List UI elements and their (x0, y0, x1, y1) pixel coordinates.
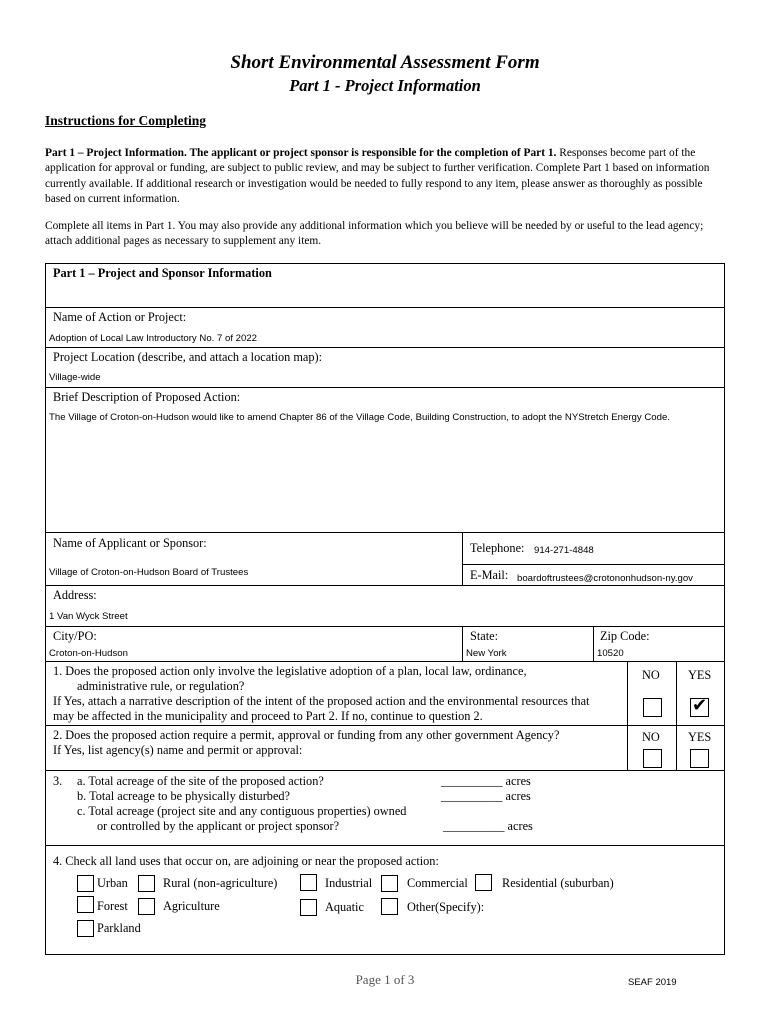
section-title: Part 1 – Project and Sponsor Information (53, 266, 272, 280)
state-field[interactable]: New York (466, 648, 507, 659)
other-checkbox[interactable] (381, 898, 398, 915)
instructions-heading: Instructions for Completing (45, 113, 207, 128)
q3-b-acres-field[interactable]: __________ acres (441, 789, 531, 803)
check-mark-icon: ✔ (692, 695, 708, 716)
city-field[interactable]: Croton-on-Hudson (49, 648, 128, 659)
state-label: State: (470, 629, 499, 643)
address-label: Address: (53, 588, 97, 602)
zip-label: Zip Code: (600, 629, 650, 643)
aquatic-label: Aquatic (325, 900, 364, 914)
description-field[interactable]: The Village of Croton-on-Hudson would like to amend Chapter 86 of the Village Code, Building Construction, to adopt the NYStretch Energy Code. (49, 412, 670, 423)
zip-field[interactable]: 10520 (597, 648, 624, 659)
agriculture-label: Agriculture (163, 899, 220, 913)
q1-text-line4: may be affected in the municipality and proceed to Part 2. If no, continue to question 2. (53, 709, 483, 723)
q2-text-line1: 2. Does the proposed action require a permit, approval or funding from any other government Agency? (53, 728, 560, 742)
urban-checkbox[interactable] (77, 875, 94, 892)
q1-text-line1: 1. Does the proposed action only involve the legislative adoption of a plan, local law, ordinance, (53, 664, 527, 678)
city-label: City/PO: (53, 629, 97, 643)
q1-text-line3: If Yes, attach a narrative description of the intent of the proposed action and the environmental resources that (53, 694, 590, 708)
parkland-label: Parkland (97, 921, 141, 935)
applicant-label: Name of Applicant or Sponsor: (53, 536, 207, 550)
urban-label: Urban (97, 876, 128, 890)
location-field[interactable]: Village-wide (49, 372, 101, 383)
instructions-paragraph-1-bold: Part 1 – Project Information. The applicant or project sponsor is responsible for the completion of Part 1. (45, 147, 557, 159)
telephone-field[interactable]: 914-271-4848 (534, 545, 594, 556)
parkland-checkbox[interactable] (77, 920, 94, 937)
description-label: Brief Description of Proposed Action: (53, 390, 241, 404)
q1-yes-label: YES (688, 668, 712, 682)
q3-a-acres-field[interactable]: __________ acres (441, 774, 531, 788)
form-subtitle: Part 1 - Project Information (289, 76, 481, 95)
q4-text: 4. Check all land uses that occur on, are adjoining or near the proposed action: (53, 854, 439, 868)
q2-yes-label: YES (688, 730, 712, 744)
q3-a-text: a. Total acreage of the site of the proposed action? (77, 774, 324, 788)
q2-text-line2: If Yes, list agency(s) name and permit or approval: (53, 743, 303, 757)
applicant-field[interactable]: Village of Croton-on-Hudson Board of Trustees (49, 567, 249, 578)
residential-checkbox[interactable] (475, 874, 492, 891)
form-id: SEAF 2019 (628, 977, 677, 988)
commercial-checkbox[interactable] (381, 875, 398, 892)
rural-label: Rural (non-agriculture) (163, 876, 278, 890)
industrial-checkbox[interactable] (300, 874, 317, 891)
q3-c-text-line2: or controlled by the applicant or project sponsor? (97, 819, 340, 833)
other-label: Other(Specify): (407, 900, 485, 914)
form-title: Short Environmental Assessment Form (230, 52, 540, 73)
q1-no-label: NO (642, 668, 660, 682)
action-name-label: Name of Action or Project: (53, 310, 187, 324)
email-field[interactable]: boardoftrustees@crotononhudson-ny.gov (517, 573, 693, 584)
telephone-label: Telephone: (470, 541, 525, 555)
action-name-field[interactable]: Adoption of Local Law Introductory No. 7 of 2022 (49, 333, 257, 344)
q1-yes-checkbox[interactable] (690, 695, 709, 717)
agriculture-checkbox[interactable] (138, 898, 155, 915)
q1-no-checkbox[interactable] (643, 698, 662, 717)
industrial-label: Industrial (325, 876, 373, 890)
q3-b-text: b. Total acreage to be physically disturbed? (77, 789, 291, 803)
forest-label: Forest (97, 899, 128, 913)
email-label: E-Mail: (470, 568, 509, 582)
q2-no-label: NO (642, 730, 660, 744)
residential-label: Residential (suburban) (502, 876, 614, 890)
q3-number: 3. (53, 774, 63, 788)
rural-checkbox[interactable] (138, 875, 155, 892)
instructions-paragraph-1-text: Responses become part of the application for approval or funding, are subject to public review, and may be subject to further verification. Complete Part 1 based on information currently available. If additional research or investigation would be needed to fully respond to any item, please answer as thoroughly as possible based on current information. (45, 147, 710, 205)
page-number: Page 1 of 3 (355, 972, 415, 987)
instructions-paragraph-2: Complete all items in Part 1. You may also provide any additional information which you believe will be needed by or useful to the lead agency; attach additional pages as necessary to supplement any item. (45, 220, 704, 248)
address-field[interactable]: 1 Van Wyck Street (49, 611, 128, 622)
instructions-paragraph-1 (45, 146, 725, 207)
q2-yes-checkbox[interactable] (690, 749, 709, 768)
q2-no-checkbox[interactable] (643, 749, 662, 768)
q3-c-text-line1: c. Total acreage (project site and any contiguous properties) owned (77, 804, 407, 818)
location-label: Project Location (describe, and attach a location map): (53, 350, 323, 364)
q1-text-line2: administrative rule, or regulation? (77, 679, 245, 693)
forest-checkbox[interactable] (77, 896, 94, 913)
q3-c-acres-field[interactable]: __________ acres (443, 819, 533, 833)
aquatic-checkbox[interactable] (300, 899, 317, 916)
commercial-label: Commercial (407, 876, 468, 890)
